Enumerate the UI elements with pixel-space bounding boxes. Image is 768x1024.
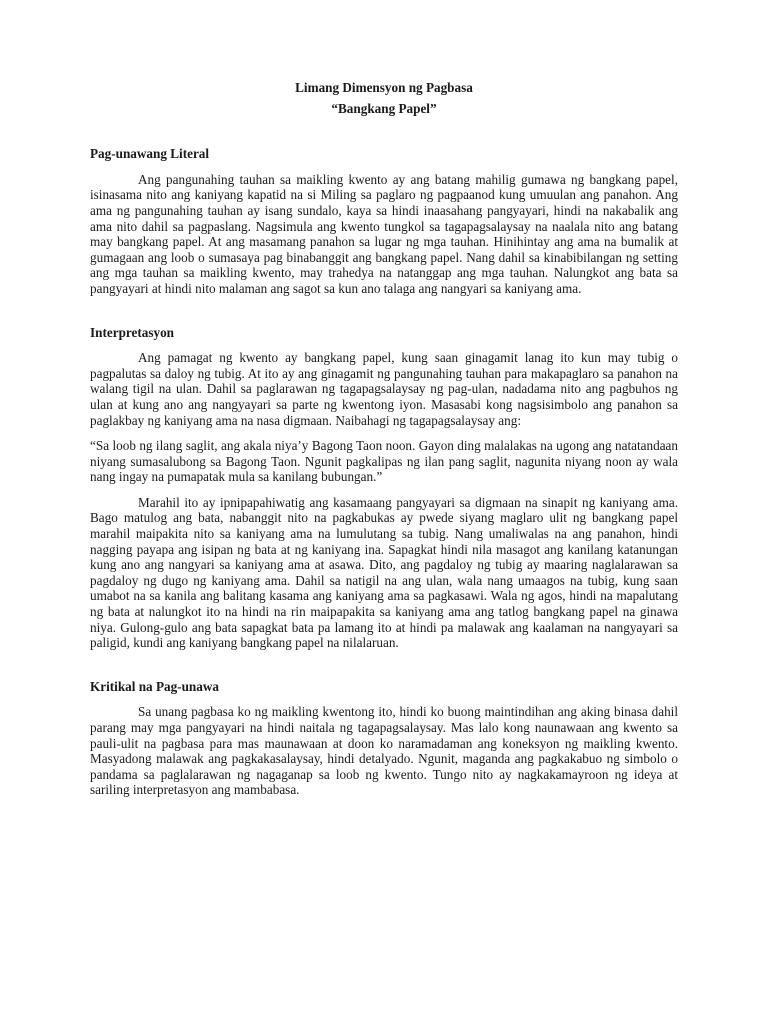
document-subtitle: “Bangkang Papel” [331, 100, 437, 116]
paragraph-interpretasyon-1: Ang pamagat ng kwento ay bangkang papel, kung saan ginagamit lanag ito kun may tubig o pagpalutas sa daloy ng tubig. At ito ay ang ginagamit ng pangunahing tauhan para makapaglaro sa panahon na walang tigil na ulan. Dahil sa paglarawan ng tagapagsalaysay ng pag-ulan, nadadama nito ang pagbuhos ng ulan at kung ano ang nangyayari sa parte ng kwentong iyon. Masasabi kong nagsisimbolo ang panahon sa paglakbay ng kaniyang ama na nasa digmaan. Naibahagi ng tagapagsalaysay ang: [90, 350, 678, 428]
paragraph-interpretasyon-2: Marahil ito ay ipnipapahiwatig ang kasamaang pangyayari sa digmaan na sinapit ng kaniyang ama. Bago matulog ang bata, nabanggit nito na pagkabukas ay pwede siyang maglaro ulit ng bangkang papel marahil maipakita nito sa kaniyang ama na lumulutang sa tubig. Nang umaliwalas na ang panahon, hindi nagging payapa ang isipan ng bata at ng kaniyang ina. Sapagkat hindi nila masagot ang kanilang katanungan kung ano ang nangyari sa kaniyang ama at asawa. Dito, ang pagdaloy ng tubig ay maaring naglalarawan sa pagdaloy ng dugo ng kaniyang ama. Dahil sa natigil na ang ulan, wala nang umaagos na tubig, kung saan umabot na sa kanila ang balitang kasama ang kaniyang ama sa pagkasawi. Wala ng agos, hindi na mapalutang ng bata at nalungkot ito na hindi na rin maipapakita sa kaniyang ama ang tatlog bangkang papel na ginawa niya. Gulong-gulo ang bata sapagkat bata pa lamang ito at hindi pa malawak ang kaalaman na nangyayari sa paligid, kundi ang kaniyang bangkang papel na nilalaruan. [90, 494, 678, 651]
section-heading-literal: Pag-unawang Literal [90, 146, 210, 162]
paragraph-kritikal: Sa unang pagbasa ko ng maikling kwentong ito, hindi ko buong maintindihan ang aking binasa dahil parang may mga pangyayari na hindi naitala ng tagapagsalaysay. Mas lalo kong naunawaan ang kwento sa pauli-ulit na pagbasa para mas maunawaan at doon ko naramadaman ang koneksyon ng maikling kwento. Masyadong malawak ang pagkakasalaysay, hindi detalyado. Ngunit, maganda ang pagkakabuo ng simbolo o pandama sa paglalarawan ng nagaganap sa loob ng kwento. Tungo nito ay nagkakamayroon ng ideya at sariling interpretasyon ang mambabasa. [90, 704, 678, 798]
paragraph-literal: Ang pangunahing tauhan sa maikling kwento ay ang batang mahilig gumawa ng bangkang papel, isinasama nito ang kaniyang kapatid na si Miling sa paglaro ng pagpaanod kung umuulan ang panahon. Ang ama ng pangunahing tauhan ay isang sundalo, kaya sa hindi inaasahang pangyayari, hindi na nakabalik ang ama nito dahil sa pagpaslang. Nagsimula ang kwento tungkol sa tagapagsalaysay na naalala nito ang batang may bangkang papel. At ang masamang panahon sa lugar ng mga tauhan. Hinihintay ang ama na bumalik at gumagaan ang loob o sumasaya pag binabanggit ang bangkang papel. Nang dahil sa kinabibilangan ng setting ang mga tauhan sa maikling kwento, may trahedya na natanggap ang mga tauhan. Nalungkot ang bata sa pangyayari at hindi nito malaman ang sagot sa kun ano talaga ang nangyari sa kaniyang ama. [90, 171, 678, 296]
block-quote: “Sa loob ng ilang saglit, ang akala niya’y Bagong Taon noon. Gayon ding malalakas na ugong ang natatandaan niyang sumasalubong sa Bagong Taon. Ngunit pagkalipas ng ilan pang saglit, nagunita niyang noon ay wala nang ingay na pumapatak mula sa kanilang bubungan.” [90, 438, 678, 485]
section-heading-kritikal: Kritikal na Pag-unawa [90, 678, 219, 694]
document-title: Limang Dimensyon ng Pagbasa [295, 80, 473, 95]
section-heading-interpretasyon: Interpretasyon [90, 324, 175, 340]
